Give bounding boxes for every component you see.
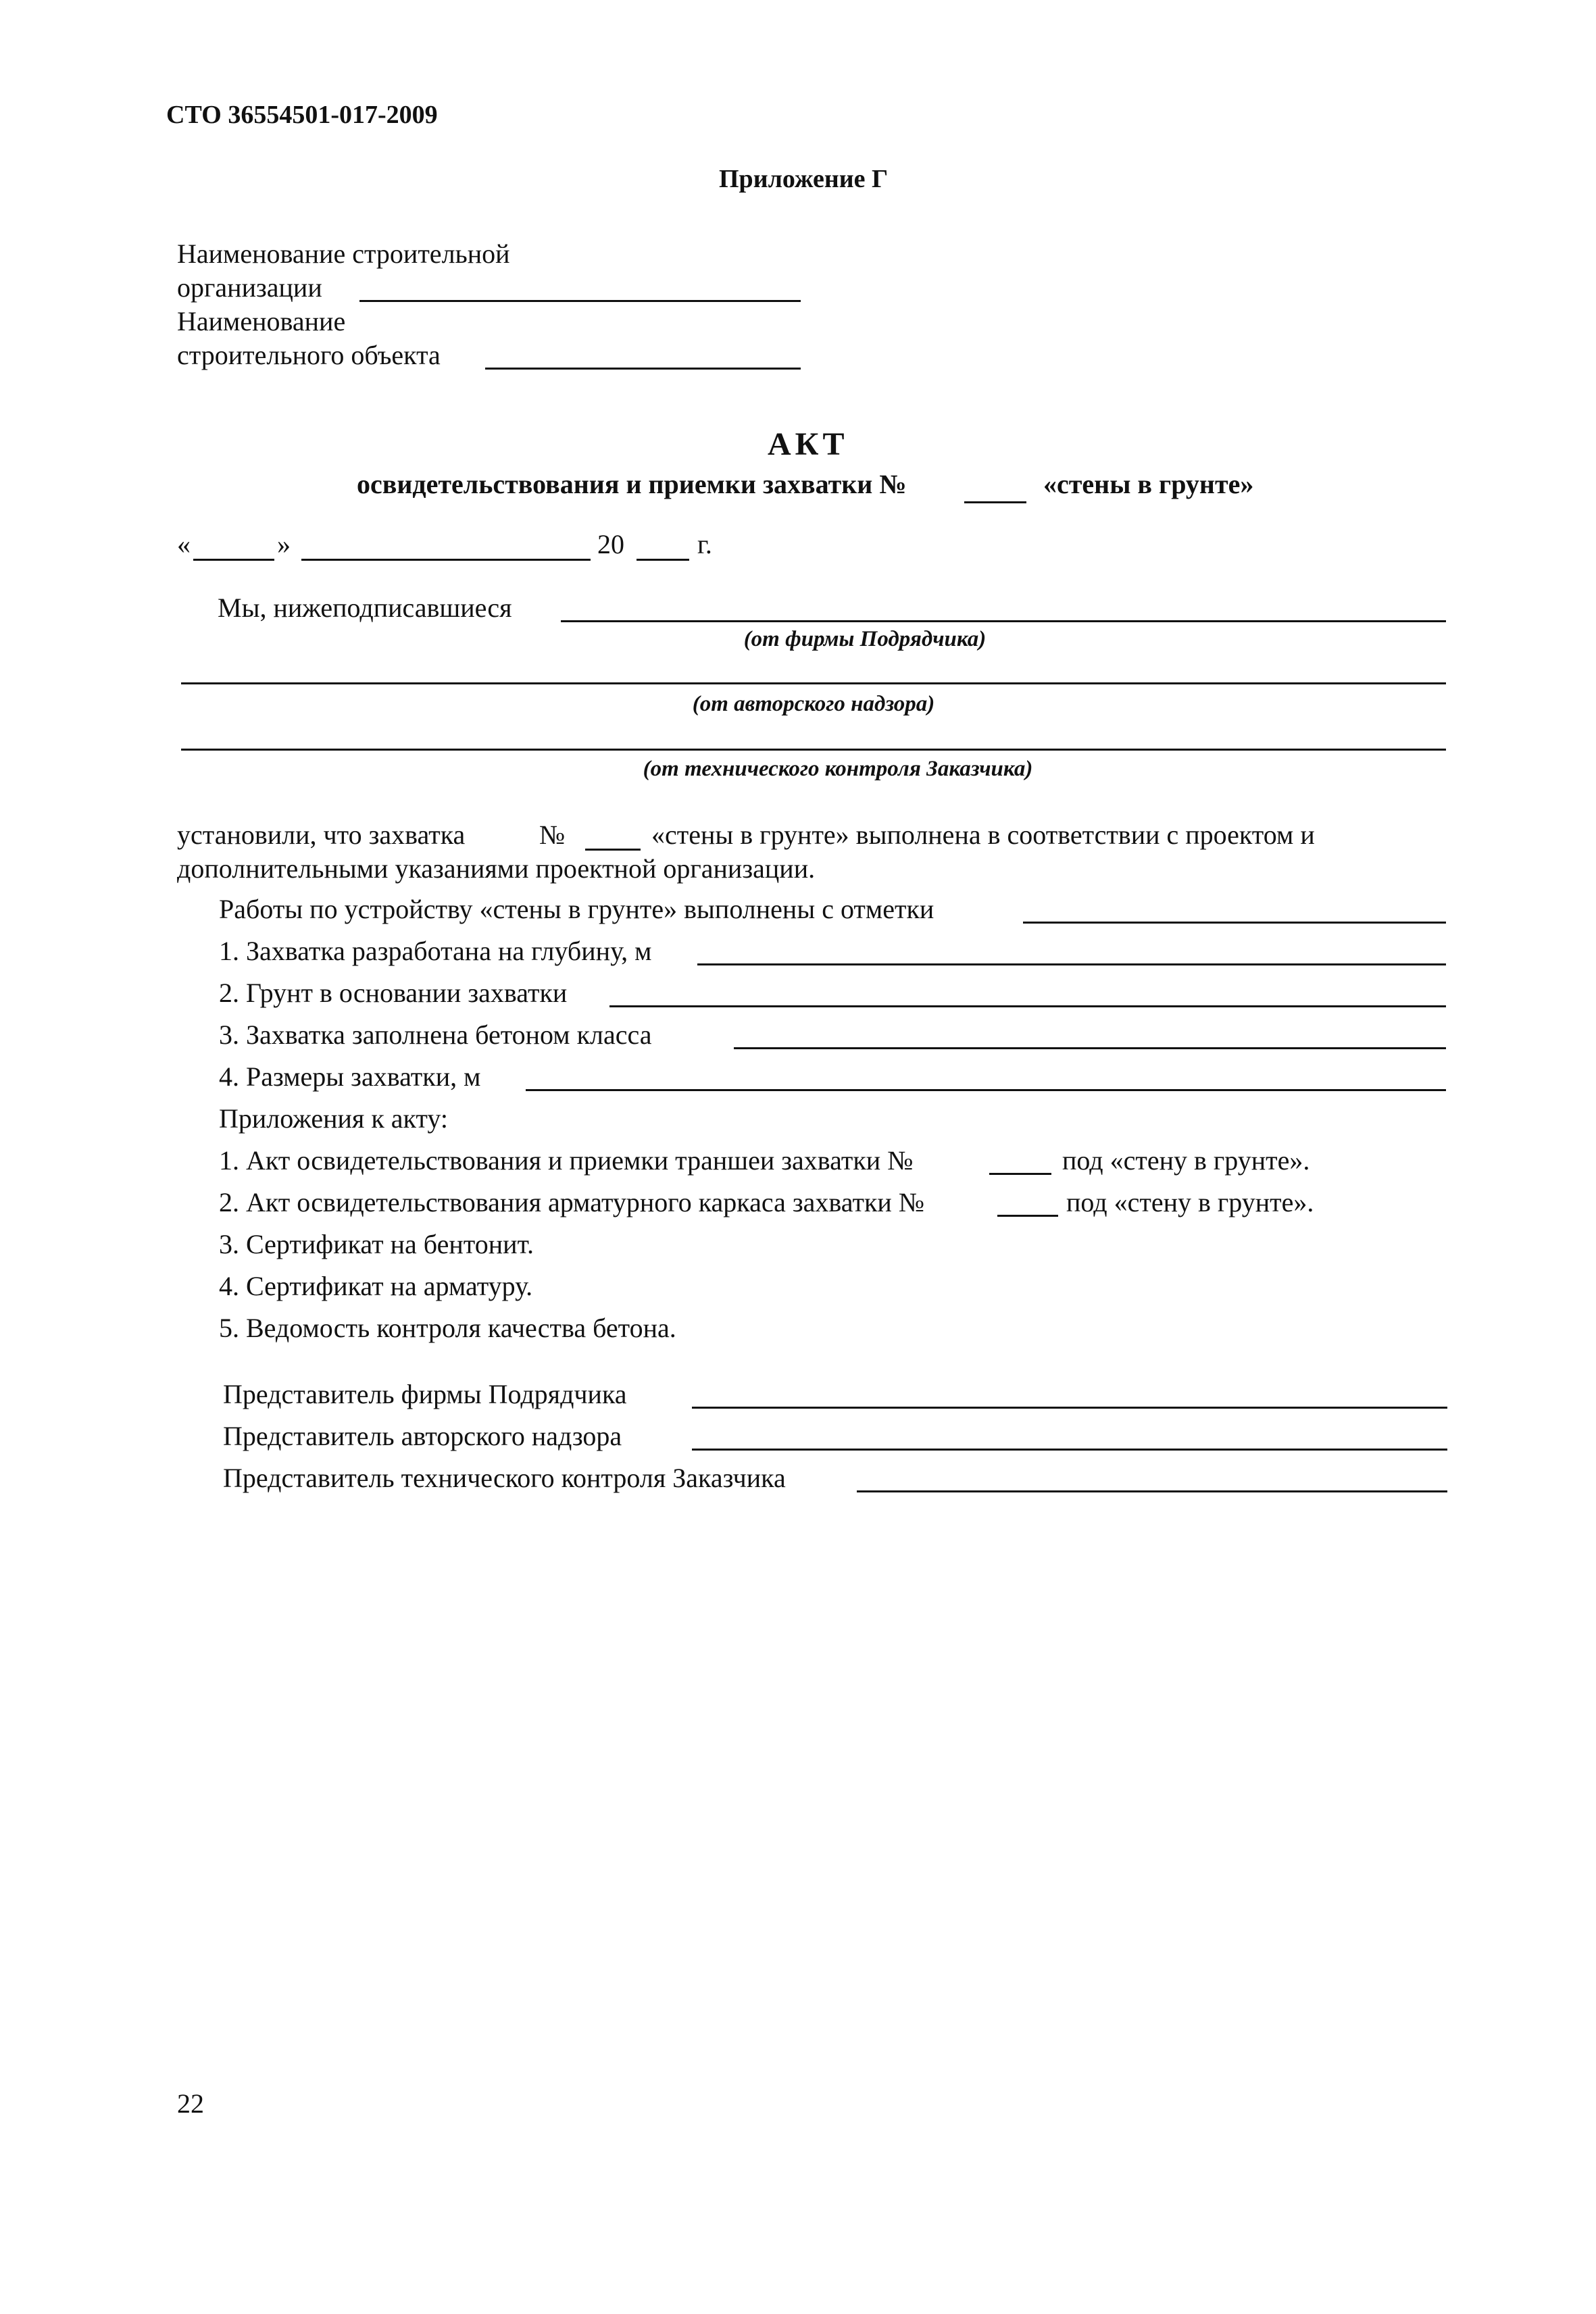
signature-customer-field[interactable] — [857, 1490, 1447, 1492]
signature-author-label: Представитель авторского надзора — [223, 1421, 622, 1451]
customer-control-field[interactable] — [181, 749, 1446, 751]
org-name-label-line1: Наименование строительной — [177, 238, 510, 269]
author-supervision-field[interactable] — [181, 682, 1446, 684]
signature-customer-label: Представитель технического контроля Заказчика — [223, 1463, 786, 1493]
item-soil-label: 2. Грунт в основании захватки — [219, 978, 568, 1008]
attachment-2-part1: 2. Акт освидетельствования арматурного каркаса захватки № — [219, 1187, 924, 1217]
act-number-field[interactable] — [964, 501, 1026, 503]
attachment-1-part2: под «стену в грунте». — [1062, 1145, 1310, 1176]
attachment-2-number-field[interactable] — [997, 1215, 1058, 1217]
org-name-label-line2: организации — [177, 272, 322, 303]
item-concrete-class-field[interactable] — [734, 1047, 1446, 1049]
works-elevation-label: Работы по устройству «стены в грунте» выполнены с отметки — [219, 894, 934, 924]
act-title: АКТ — [768, 426, 849, 462]
contractor-rep-field[interactable] — [561, 620, 1446, 622]
signature-contractor-field[interactable] — [692, 1407, 1447, 1409]
paragraph-established-part1: установили, что захватка — [177, 820, 466, 850]
org-name-field[interactable] — [359, 300, 801, 302]
attachment-1-part1: 1. Акт освидетельствования и приемки траншеи захватки № — [219, 1145, 914, 1176]
date-year-field[interactable] — [637, 559, 689, 561]
attachments-title: Приложения к акту: — [219, 1103, 448, 1134]
paragraph-established-part3: дополнительными указаниями проектной организации. — [177, 853, 816, 884]
date-open-quote: « — [177, 529, 191, 559]
signature-contractor-label: Представитель фирмы Подрядчика — [223, 1379, 627, 1409]
page-number: 22 — [177, 2088, 204, 2119]
date-month-field[interactable] — [301, 559, 591, 561]
attachment-4: 4. Сертификат на арматуру. — [219, 1271, 533, 1301]
object-name-label-line2: строительного объекта — [177, 340, 441, 370]
item-depth-label: 1. Захватка разработана на глубину, м — [219, 936, 652, 966]
item-soil-field[interactable] — [609, 1005, 1446, 1007]
customer-control-caption: (от технического контроля Заказчика) — [643, 757, 1033, 781]
author-supervision-caption: (от авторского надзора) — [692, 692, 935, 716]
date-close-quote: » — [277, 529, 291, 559]
appendix-label: Приложение Г — [719, 165, 889, 193]
signers-intro: Мы, нижеподписавшиеся — [218, 593, 512, 623]
date-year-prefix: 20 — [597, 529, 624, 559]
act-subtitle-part2: «стены в грунте» — [1043, 469, 1254, 499]
act-subtitle-part1: освидетельствования и приемки захватки № — [357, 469, 907, 499]
paragraph-established-part2: «стены в грунте» выполнена в соответствии с проектом и — [651, 820, 1315, 850]
attachment-2-part2: под «стену в грунте». — [1066, 1187, 1314, 1217]
date-day-field[interactable] — [193, 559, 274, 561]
item-dimensions-label: 4. Размеры захватки, м — [219, 1061, 481, 1092]
item-dimensions-field[interactable] — [526, 1089, 1446, 1091]
attachment-1-number-field[interactable] — [989, 1173, 1051, 1175]
object-name-label-line1: Наименование — [177, 306, 346, 336]
attachment-3: 3. Сертификат на бентонит. — [219, 1229, 534, 1259]
item-depth-field[interactable] — [697, 963, 1446, 965]
works-elevation-field[interactable] — [1023, 922, 1446, 924]
attachment-5: 5. Ведомость контроля качества бетона. — [219, 1313, 676, 1343]
paragraph-number-sign: № — [539, 820, 566, 850]
capture-number-field[interactable] — [585, 849, 641, 851]
document-code: СТО 36554501-017-2009 — [166, 101, 438, 129]
signature-author-field[interactable] — [692, 1449, 1447, 1451]
contractor-caption: (от фирмы Подрядчика) — [743, 627, 987, 651]
item-concrete-class-label: 3. Захватка заполнена бетоном класса — [219, 1020, 652, 1050]
object-name-field[interactable] — [485, 368, 801, 370]
date-year-suffix: г. — [697, 529, 712, 559]
